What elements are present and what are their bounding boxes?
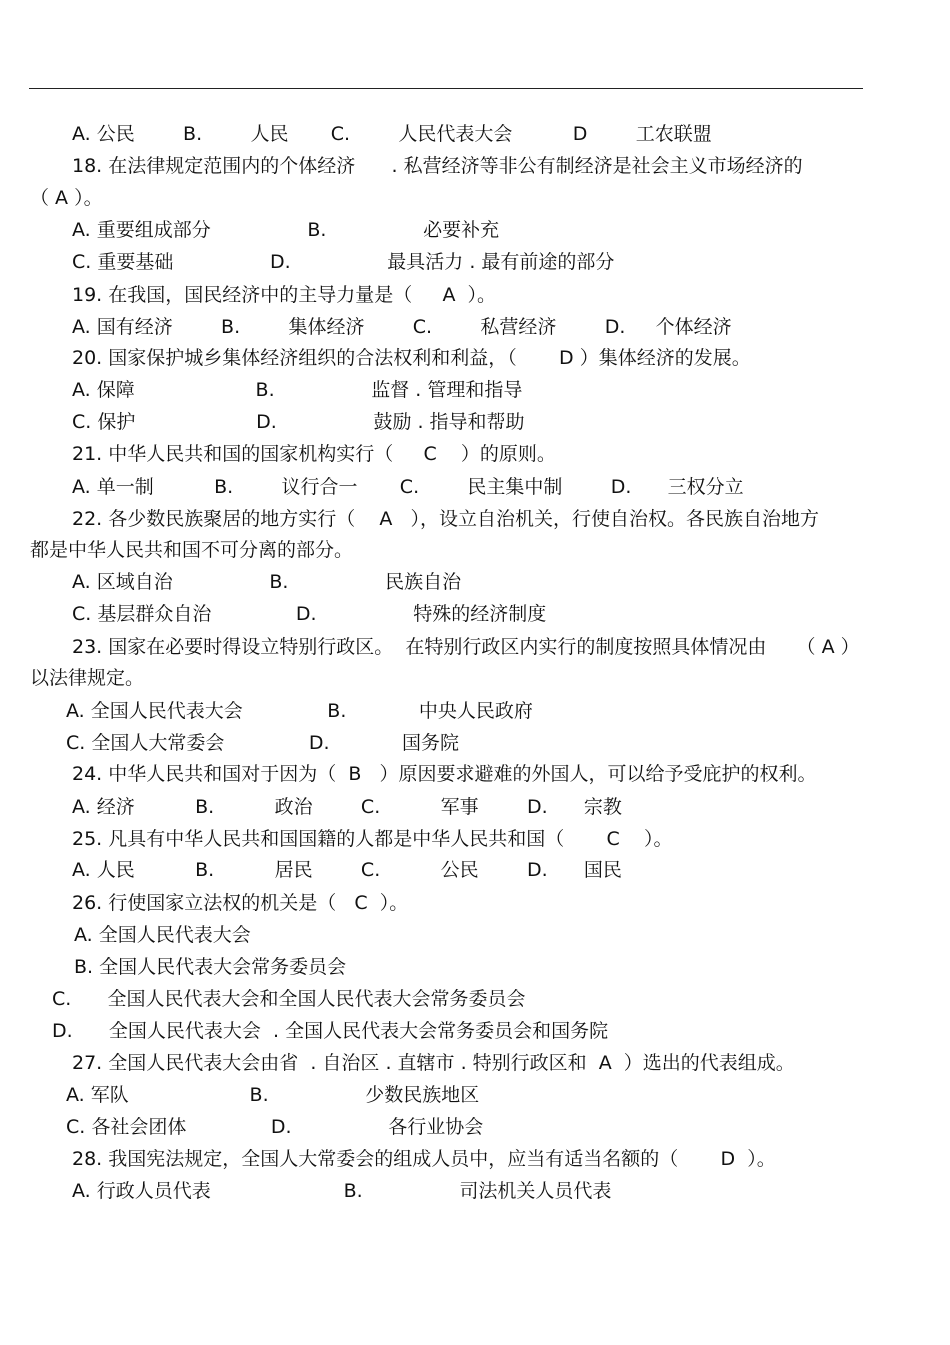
text-line: A. 经济 B. 政治 C. 军事 D. 宗教 <box>72 796 622 818</box>
question-23: 23. 国家在必要时得设立特别行政区。 在特别行政区内实行的制度按照具体情况由 （ A ） <box>72 636 860 658</box>
question-24: 24. 中华人民共和国对于因为（ B ）原因要求避难的外国人，可以给予受庇护的权利。 <box>72 763 817 785</box>
text-line: C. 基层群众自治 D. 特殊的经济制度 <box>72 603 547 625</box>
text-line: 以法律规定。 <box>30 667 145 689</box>
header-rule <box>29 88 863 89</box>
text-line: A. 公民 B. 人民 C. 人民代表大会 D 工农联盟 <box>72 123 712 145</box>
text-line: 都是中华人民共和国不可分离的部分。 <box>30 539 354 561</box>
text-line: C. 全国人民代表大会和全国人民代表大会常务委员会 <box>52 988 526 1010</box>
question-21: 21. 中华人民共和国的国家机构实行（ C ）的原则。 <box>72 443 556 465</box>
question-18: 18. 在法律规定范围内的个体经济 . 私营经济等非公有制经济是社会主义市场经济的 <box>72 155 803 177</box>
text-line: A. 单一制 B. 议行合一 C. 民主集中制 D. 三权分立 <box>72 476 744 498</box>
text-line: C. 各社会团体 D. 各行业协会 <box>66 1116 484 1138</box>
question-27: 27. 全国人民代表大会由省 . 自治区 . 直辖市 . 特别行政区和 A ）选出的代表组成。 <box>72 1052 795 1074</box>
text-line: C. 重要基础 D. 最具活力 . 最有前途的部分 <box>72 251 615 273</box>
text-line: A. 保障 B. 监督 . 管理和指导 <box>72 379 523 401</box>
text-line: A. 人民 B. 居民 C. 公民 D. 国民 <box>72 859 622 881</box>
text-line: B. 全国人民代表大会常务委员会 <box>74 956 347 978</box>
text-line: C. 保护 D. 鼓励 . 指导和帮助 <box>72 411 525 433</box>
text-line: A. 行政人员代表 B. 司法机关人员代表 <box>72 1180 612 1202</box>
text-line: （ A ）。 <box>30 187 103 209</box>
text-line: A. 全国人民代表大会 <box>74 924 251 946</box>
text-line: A. 军队 B. 少数民族地区 <box>66 1084 480 1106</box>
question-19: 19. 在我国，国民经济中的主导力量是（ A ）。 <box>72 284 497 306</box>
question-26: 26. 行使国家立法权的机关是（ C ）。 <box>72 892 409 914</box>
question-20: 20. 国家保护城乡集体经济组织的合法权利和利益，（ D ）集体经济的发展。 <box>72 347 751 369</box>
text-line: D. 全国人民代表大会 . 全国人民代表大会常务委员会和国务院 <box>52 1020 609 1042</box>
question-28: 28. 我国宪法规定，全国人大常委会的组成人员中，应当有适当名额的（ D ）。 <box>72 1148 776 1170</box>
text-line: A. 区域自治 B. 民族自治 <box>72 571 462 593</box>
text-line: A. 全国人民代表大会 B. 中央人民政府 <box>66 700 533 722</box>
question-22: 22. 各少数民族聚居的地方实行（ A ），设立自治机关，行使自治权。各民族自治地方 <box>72 508 820 530</box>
text-line: A. 国有经济 B. 集体经济 C. 私营经济 D. 个体经济 <box>72 316 732 338</box>
question-25: 25. 凡具有中华人民共和国国籍的人都是中华人民共和国（ C ）。 <box>72 828 673 850</box>
text-line: A. 重要组成部分 B. 必要补充 <box>72 219 500 241</box>
text-line: C. 全国人大常委会 D. 国务院 <box>66 732 460 754</box>
